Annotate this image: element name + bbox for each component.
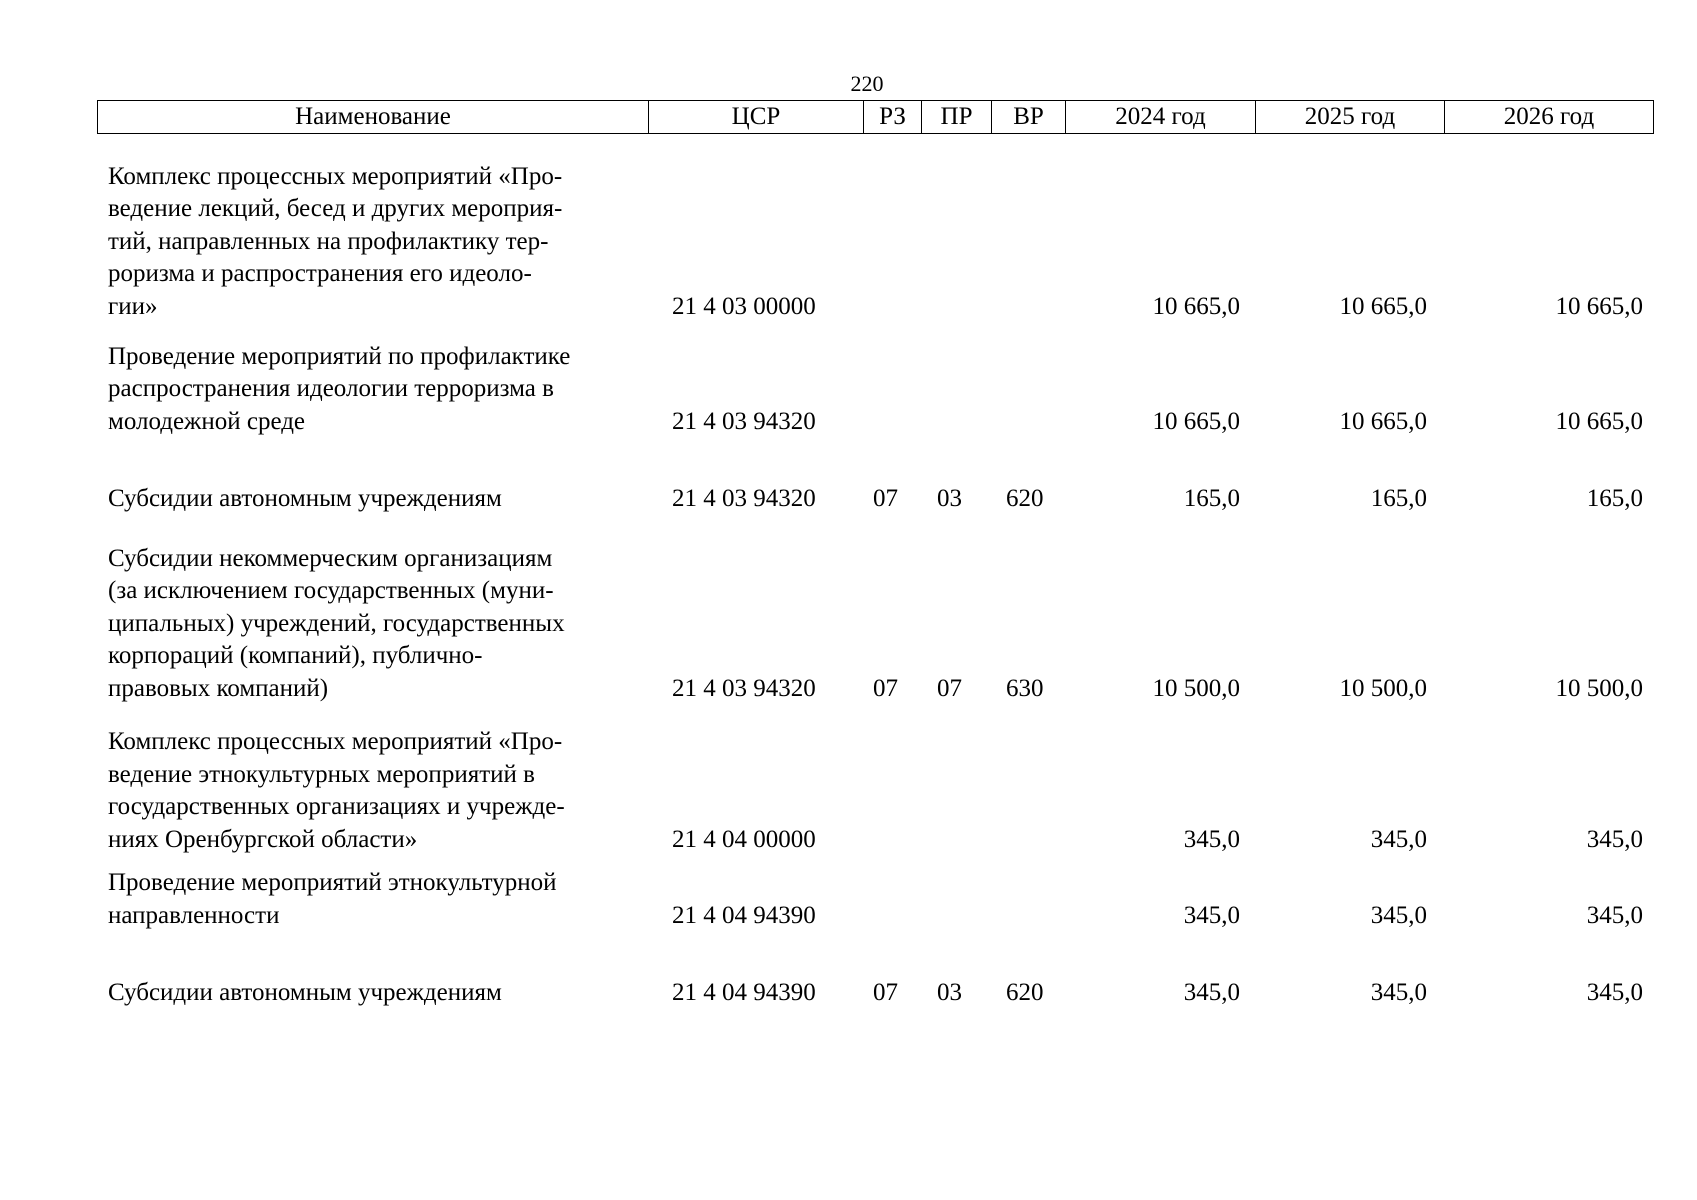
row-2026-value: 345,0 [1586,978,1643,1006]
row-2024-value: 10 500,0 [1152,674,1240,702]
column-header-2025: 2025 год [1256,101,1445,134]
row-2025-value: 345,0 [1370,901,1427,929]
row-name-line: ведение лекций, бесед и других мероприя- [108,195,563,222]
row-2025-value: 345,0 [1370,825,1427,853]
row-rz: 07 [873,484,898,512]
row-2026-value: 165,0 [1586,484,1643,512]
row-2024-value: 165,0 [1183,484,1240,512]
column-header-pr: ПР [922,101,992,134]
row-vr: 620 [1006,484,1044,512]
row-name-line: Комплекс процессных мероприятий «Про- [108,728,563,755]
column-header-2024: 2024 год [1066,101,1256,134]
row-name-line: молодежной среде [108,407,306,435]
row-2026-value: 10 665,0 [1555,292,1643,320]
row-name-line: распространения идеологии терроризма в [108,375,554,402]
row-2026-value: 345,0 [1586,825,1643,853]
column-header-vr: ВР [992,101,1066,134]
row-name-line: Проведение мероприятий по профилактике [108,342,571,370]
row-2026-value: 10 665,0 [1555,407,1643,435]
row-pr: 07 [937,674,962,702]
row-name [108,977,648,1010]
row-rz: 07 [873,978,898,1006]
row-name-line: Проведение мероприятий этнокультурной [108,869,557,896]
row-2024-value: 10 665,0 [1152,407,1240,435]
table-row [97,867,1653,932]
row-pr: 03 [937,978,962,1006]
row-name-line: тий, направленных на профилактику тер- [108,227,549,255]
table-row [97,340,1653,438]
row-name-line: правовых компаний) [108,674,329,702]
row-2024-value: 345,0 [1183,901,1240,929]
row-name-line: ципальных) учреждений, государственных [108,609,565,637]
row-csr: 21 4 04 94390 [672,901,816,929]
row-2026-value: 345,0 [1586,901,1643,929]
row-rz: 07 [873,674,898,702]
row-2024-value: 10 665,0 [1152,292,1240,320]
table-header [97,100,1654,134]
row-name [108,726,648,856]
row-name [108,341,648,439]
row-name-line: Субсидии автономным учреждениям [108,978,502,1006]
row-name-line: ведение этнокультурных мероприятий в [108,760,535,788]
row-vr: 620 [1006,978,1044,1006]
row-name-line: роризма и распространения его идеоло- [108,260,532,287]
row-2025-value: 10 500,0 [1339,674,1427,702]
row-name-line: корпораций (компаний), публично- [108,642,483,669]
row-csr: 21 4 03 94320 [672,407,816,435]
row-name-line: Субсидии автономным учреждениям [108,484,502,512]
column-header-2026: 2026 год [1445,101,1654,134]
row-csr: 21 4 04 94390 [672,978,816,1006]
table-row [97,726,1653,856]
row-2025-value: 165,0 [1370,484,1427,512]
row-name-line: Комплекс процессных мероприятий «Про- [108,162,563,190]
row-csr: 21 4 03 94320 [672,484,816,512]
page-number: 220 [850,71,884,96]
row-vr: 630 [1006,674,1044,702]
row-2025-value: 345,0 [1370,978,1427,1006]
column-header-csr: ЦСР [649,101,864,134]
row-2024-value: 345,0 [1183,978,1240,1006]
row-2025-value: 10 665,0 [1339,407,1427,435]
row-name-line: Субсидии некоммерческим организациям [108,544,553,572]
row-2024-value: 345,0 [1183,825,1240,853]
row-name [108,483,648,516]
row-csr: 21 4 03 00000 [672,292,816,320]
table-row [97,542,1653,705]
row-name-line: ниях Оренбургской области» [108,825,418,853]
row-name-line: гии» [108,292,158,320]
row-name-line: (за исключением государственных (муни- [108,577,554,604]
row-2025-value: 10 665,0 [1339,292,1427,320]
row-2026-value: 10 500,0 [1555,674,1643,702]
row-name [108,867,648,932]
table-row [97,976,1653,1009]
column-header-rz: РЗ [864,101,922,134]
row-name [108,543,648,706]
column-header-name: Наименование [98,101,649,134]
row-name-line: направленности [108,901,280,929]
row-name [108,161,648,324]
row-name-line: государственных организациях и учрежде- [108,793,565,820]
table-row [97,160,1653,323]
row-csr: 21 4 03 94320 [672,674,816,702]
row-csr: 21 4 04 00000 [672,825,816,853]
row-pr: 03 [937,484,962,512]
table-row [97,482,1653,515]
